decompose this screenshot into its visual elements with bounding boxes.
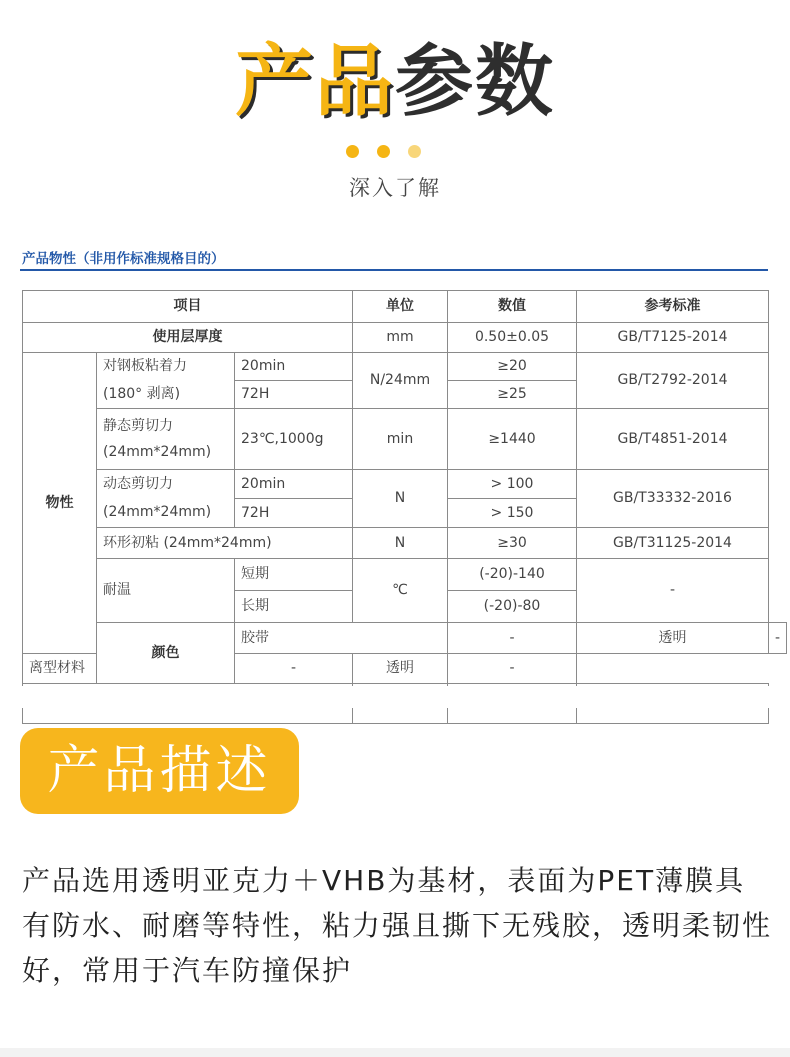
- peel-standard: GB/T2792-2014: [577, 353, 769, 409]
- page-subtitle: 深入了解: [349, 176, 441, 200]
- table-row: [23, 353, 787, 381]
- thickness-standard: GB/T7125-2014: [577, 323, 769, 353]
- dynamic-shear-value-1: > 100: [448, 470, 577, 499]
- dynamic-shear-unit: N: [353, 470, 448, 528]
- header-unit: 单位: [353, 291, 448, 323]
- description-text: 产品选用透明亚克力＋VHB为基材，表面为PET薄膜具有防水、耐磨等特性，粘力强且撕下无残胶，透明柔韧性好，常用于汽车防撞保护: [22, 864, 773, 987]
- page-title-rest: 参数: [395, 37, 556, 127]
- peel-unit: N/24mm: [353, 353, 448, 409]
- tape-color-value: 透明: [577, 623, 769, 654]
- thickness-label: 使用层厚度: [23, 323, 353, 353]
- tape-color-unit: -: [448, 623, 577, 654]
- dynamic-shear-value-2: > 150: [448, 499, 577, 528]
- peel-label-line2: (180° 剥离): [103, 386, 181, 402]
- temperature-standard: -: [577, 559, 769, 623]
- static-shear-value: ≥1440: [448, 409, 577, 470]
- table-row: [23, 623, 787, 654]
- static-shear-cond: 23℃,1000g: [235, 409, 353, 470]
- temperature-value-1: (-20)-140: [448, 559, 577, 591]
- dynamic-shear-cond-1: 20min: [235, 470, 353, 499]
- dot-icon: [377, 145, 390, 158]
- dynamic-shear-label: [97, 470, 235, 528]
- bottom-band: [0, 1048, 790, 1057]
- page-title-highlight: 产品: [234, 37, 395, 127]
- header-item: 项目: [23, 291, 353, 323]
- dynamic-shear-cond-2: 72H: [235, 499, 353, 528]
- loop-tack-label: 环形初粘 (24mm*24mm): [97, 528, 353, 559]
- group-physical: 物性: [23, 353, 97, 654]
- temperature-label: 耐温: [97, 559, 235, 623]
- table-header-row: [23, 291, 787, 323]
- peel-label-line1: 对钢板粘着力: [103, 358, 187, 374]
- temperature-unit: ℃: [353, 559, 448, 623]
- static-shear-standard: GB/T4851-2014: [577, 409, 769, 470]
- temperature-cond-2: 长期: [235, 591, 353, 623]
- dot-icon: [346, 145, 359, 158]
- temperature-value-2: (-20)-80: [448, 591, 577, 623]
- peel-cond-2: 72H: [235, 381, 353, 409]
- liner-color-standard: -: [448, 654, 577, 684]
- decorative-dots: [346, 145, 421, 158]
- properties-table: [22, 290, 787, 724]
- peel-value-1: ≥20: [448, 353, 577, 381]
- temperature-cond-1: 短期: [235, 559, 353, 591]
- table-crop-mask: [0, 686, 790, 708]
- static-shear-line2: (24mm*24mm): [103, 443, 212, 460]
- group-color: 颜色: [97, 623, 235, 684]
- header-value: 数值: [448, 291, 577, 323]
- dynamic-shear-standard: GB/T33332-2016: [577, 470, 769, 528]
- liner-color-label: 离型材料: [23, 654, 235, 684]
- dynamic-shear-line1: 动态剪切力: [103, 476, 173, 492]
- dynamic-shear-line2: (24mm*24mm): [103, 504, 212, 520]
- static-shear-line1: 静态剪切力: [103, 417, 173, 434]
- static-shear-label: [97, 409, 235, 470]
- thickness-unit: mm: [353, 323, 448, 353]
- description-badge: 产品描述: [20, 728, 299, 814]
- liner-color-unit: -: [235, 654, 353, 684]
- loop-tack-standard: GB/T31125-2014: [577, 528, 769, 559]
- thickness-value: 0.50±0.05: [448, 323, 577, 353]
- peel-label: [97, 353, 235, 409]
- liner-color-value: 透明: [353, 654, 448, 684]
- tape-color-standard: -: [769, 623, 787, 654]
- table-row: [23, 470, 787, 499]
- peel-cond-1: 20min: [235, 353, 353, 381]
- table-row: [23, 528, 787, 559]
- section-title: 产品物性（非用作标准规格目的）: [22, 251, 225, 267]
- static-shear-unit: min: [353, 409, 448, 470]
- header-standard: 参考标准: [577, 291, 769, 323]
- table-row: [23, 654, 787, 684]
- table-row: [23, 409, 787, 470]
- peel-value-2: ≥25: [448, 381, 577, 409]
- dot-icon: [408, 145, 421, 158]
- table-row: [23, 323, 787, 353]
- section-divider: [20, 269, 768, 271]
- loop-tack-unit: N: [353, 528, 448, 559]
- table-row: [23, 559, 787, 591]
- page-title: [0, 34, 790, 130]
- loop-tack-value: ≥30: [448, 528, 577, 559]
- tape-color-label: 胶带: [235, 623, 448, 654]
